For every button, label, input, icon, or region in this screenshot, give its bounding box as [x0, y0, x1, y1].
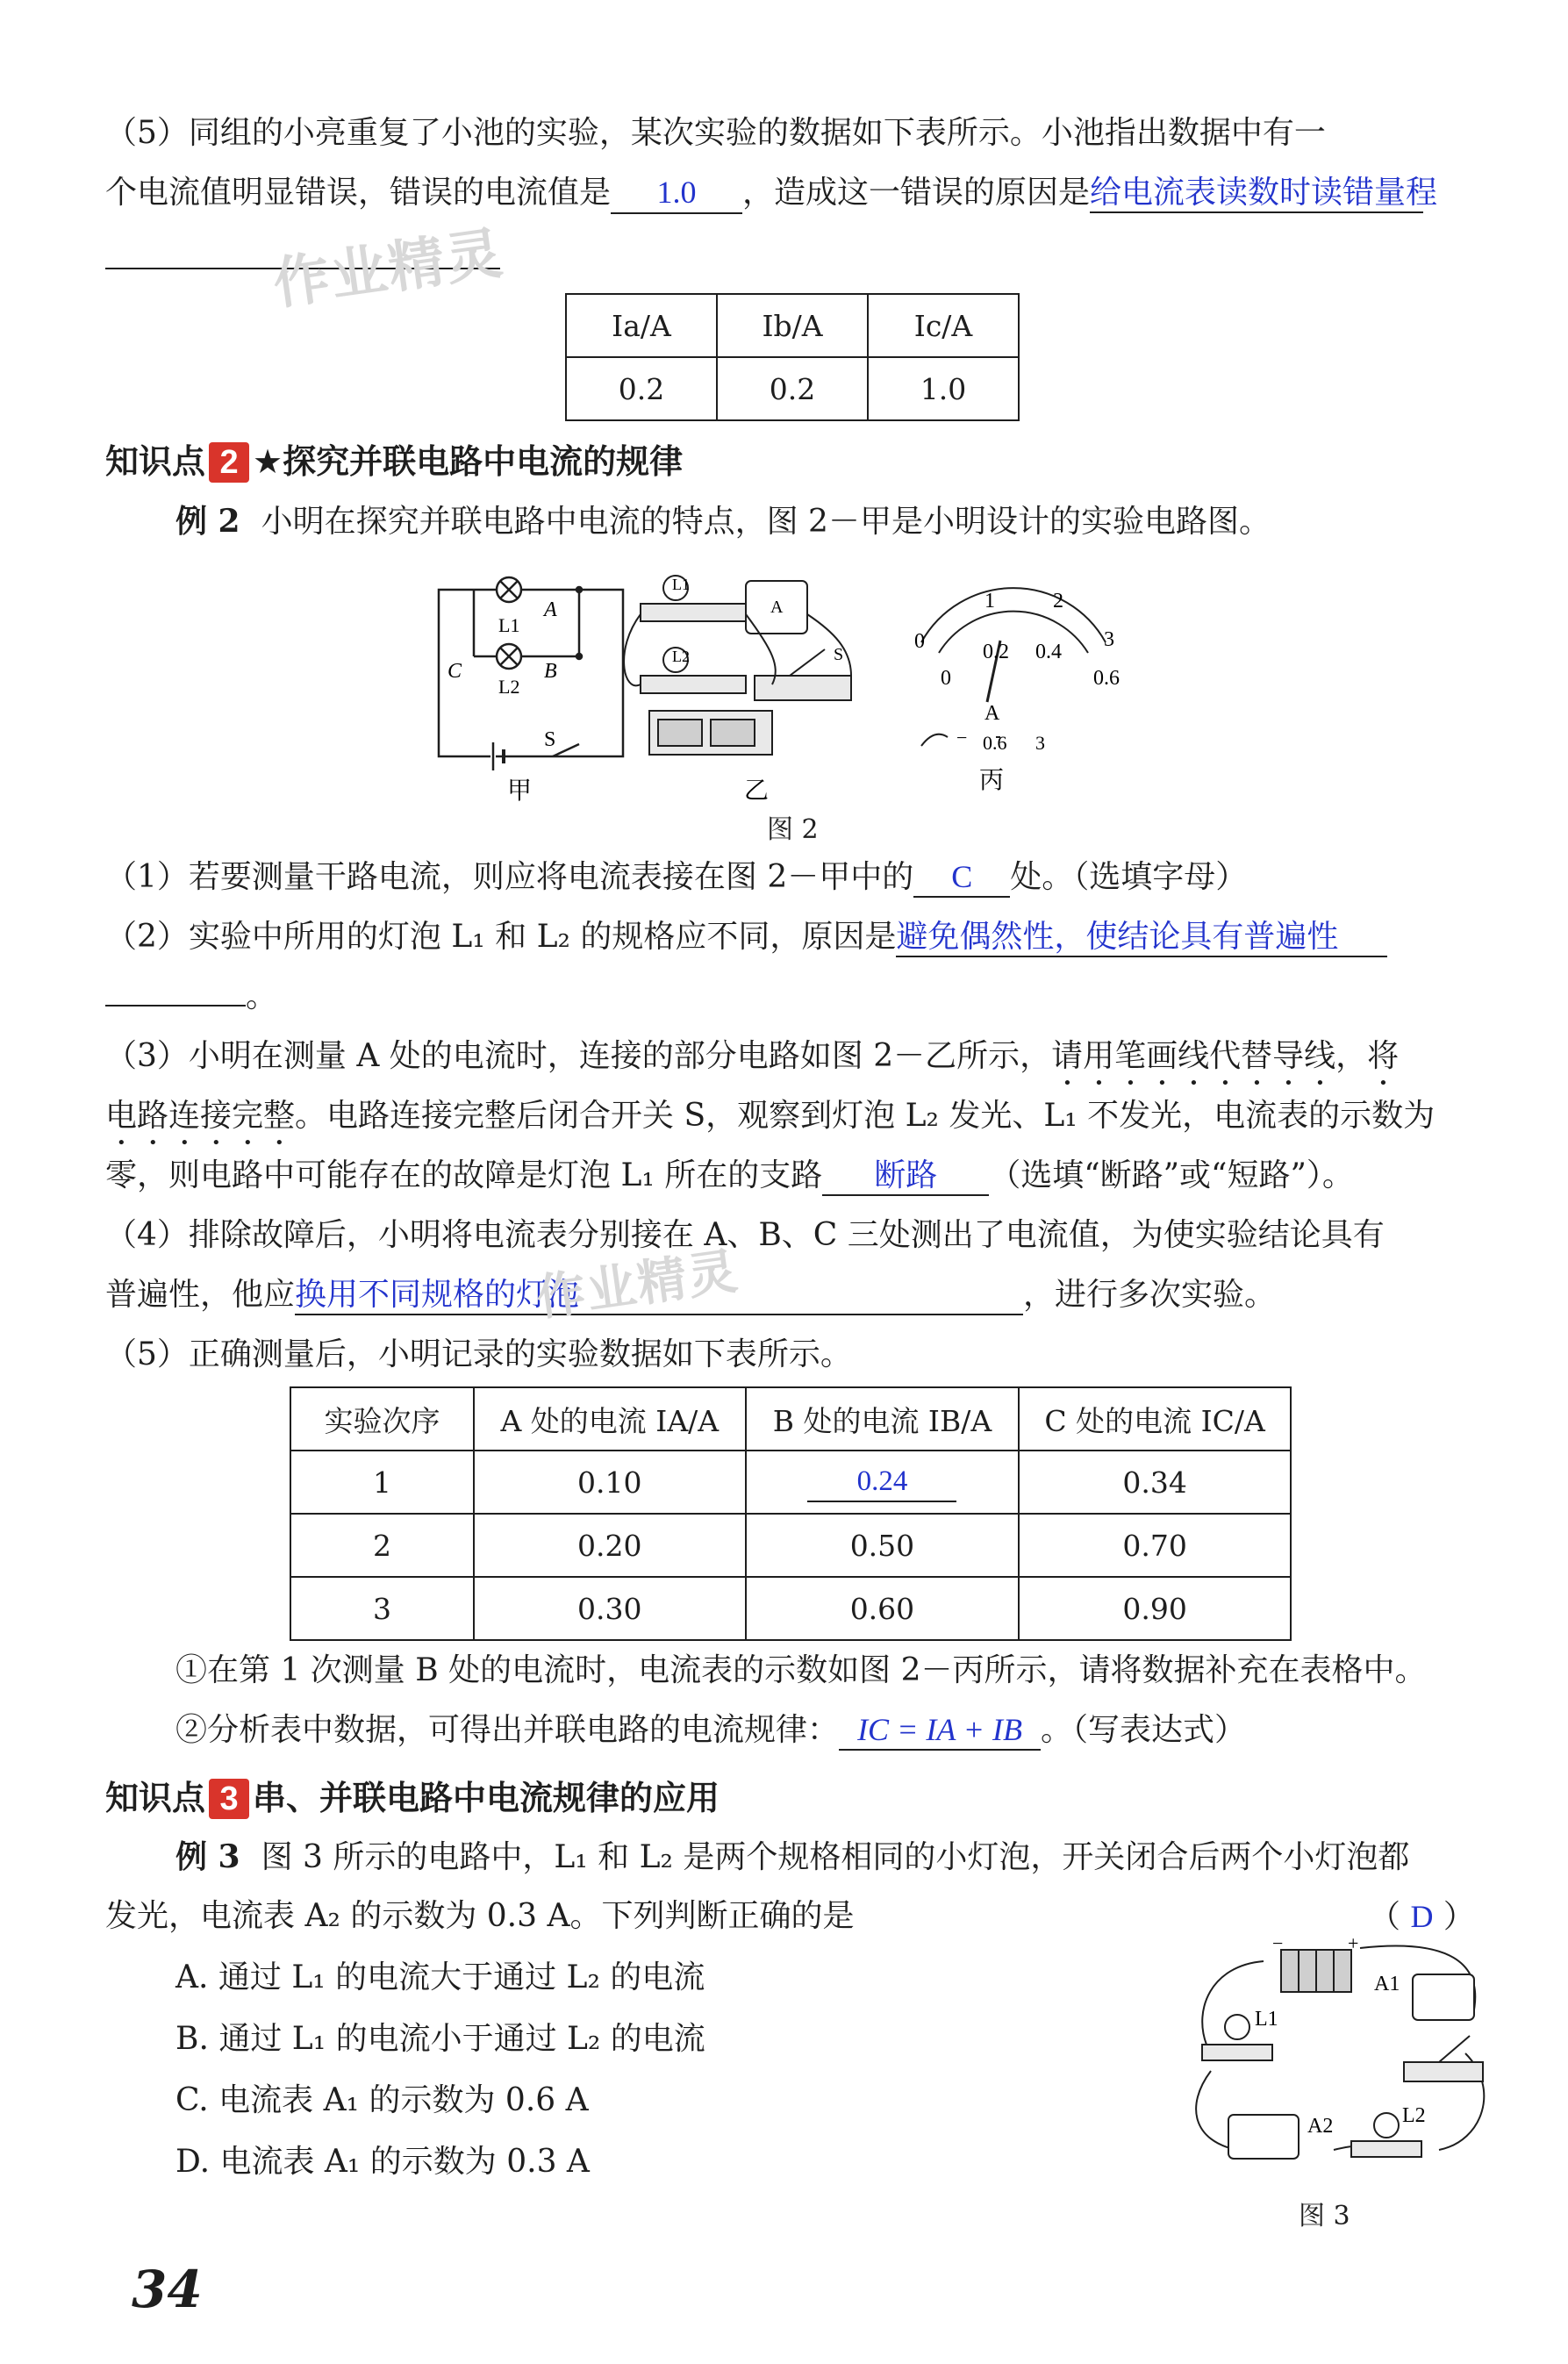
terminal-minus: − — [956, 727, 968, 749]
q2-4-line2: 普遍性，他应换用不同规格的灯泡 ，进行多次实验。 — [105, 1265, 1474, 1325]
q2-3-line1: （3）小明在测量 A 处的电流时，连接的部分电路如图 2－乙所示，请用笔画线代替导线，将 — [105, 1038, 1400, 1074]
sub-label-bing: 丙 — [979, 767, 1005, 794]
label-L1: L1 — [498, 614, 520, 636]
q5-answer-reason: 给电流表读数时读错量程 — [1090, 173, 1423, 213]
label-yi-A: A — [770, 598, 784, 617]
scale-bottom-0-6: 0.6 — [1093, 667, 1120, 690]
figure-3-caption: 图 3 — [1299, 2201, 1350, 2231]
watermark: 作业精灵 — [268, 220, 508, 318]
label-yi-L1: L1 — [672, 576, 690, 593]
label-L2: L2 — [498, 676, 520, 698]
q2-2-answer: 避免偶然性，使结论具有普遍性 — [896, 917, 1387, 957]
q2-1: （1）若要测量干路电流，则应将电流表接在图 2－甲中的 C 处。（选填字母） — [105, 848, 1474, 907]
table-header-cell: Ib/A — [717, 294, 868, 357]
example3-line1: 例 3 图 3 所示的电路中，L₁ 和 L₂ 是两个规格相同的小灯泡，开关闭合后两个小灯泡都 — [175, 1838, 1410, 1875]
q2-3-line3: 零，则电路中可能存在的故障是灯泡 L₁ 所在的支路 断路 （选填“断路”或“短路”）。 — [105, 1146, 1474, 1206]
q2-3-answer: 断路 — [822, 1156, 989, 1196]
q2-5-sub1: ①在第 1 次测量 B 处的电流时，电流表的示数如图 2－丙所示，请将数据补充在表格中。 — [175, 1652, 1427, 1688]
table-header-cell: 实验次序 — [290, 1387, 474, 1451]
table-row — [290, 1387, 1291, 1451]
terminal-0-6: 0.6 — [983, 732, 1007, 754]
example3-line2: 发光，电流表 A₂ 的示数为 0.3 A。下列判断正确的是 — [105, 1898, 855, 1934]
fig3-minus: − — [1272, 1932, 1284, 1954]
table-row — [290, 1451, 1291, 1514]
table-row — [290, 1514, 1291, 1577]
label-yi-S: S — [834, 645, 844, 664]
scale-bottom-0-2: 0.2 — [983, 641, 1009, 663]
table-header-cell: C 处的电流 IC/A — [1019, 1387, 1291, 1451]
option-b: B. 通过 L₁ 的电流小于通过 L₂ 的电流 — [175, 2021, 705, 2057]
fig3-label-A1: A1 — [1374, 1973, 1400, 1995]
table-cell: 0.10 — [474, 1451, 746, 1514]
watermark: 作业精灵 — [533, 1243, 743, 1328]
label-yi-L2: L2 — [672, 648, 690, 665]
example2-intro: 例 2 小明在探究并联电路中电流的特点，图 2－甲是小明设计的实验电路图。 — [175, 503, 1271, 540]
section-heading-3: 知识点 3 串、并联电路中电流规律的应用 — [105, 1779, 720, 1817]
table-cell: 2 — [290, 1514, 474, 1577]
table-cell: 1.0 — [868, 357, 1019, 420]
label-B: B — [544, 660, 557, 683]
table-cell: 0.2 — [717, 357, 868, 420]
scale-bottom-0-4: 0.4 — [1035, 641, 1062, 663]
option-a: A. 通过 L₁ 的电流大于通过 L₂ 的电流 — [175, 1959, 705, 1995]
table-answer-cell: 0.24 — [807, 1462, 956, 1502]
label-A: A — [544, 598, 557, 621]
q5-line1: （5）同组的小亮重复了小池的实验，某次实验的数据如下表所示。小池指出数据中有一 — [105, 115, 1326, 151]
table-cell: 0.30 — [474, 1577, 746, 1640]
sub-label-jia: 甲 — [507, 777, 533, 805]
scale-top-2: 2 — [1053, 590, 1063, 612]
terminal-3: 3 — [1035, 732, 1045, 754]
figure-2-caption: 图 2 — [767, 814, 819, 845]
q2-5-sub2-answer: IC = IA + IB — [839, 1710, 1041, 1751]
circuit-diagram-jia — [439, 577, 623, 770]
table-row — [290, 1577, 1291, 1640]
q2-4-answer: 换用不同规格的灯泡 — [295, 1275, 1023, 1315]
page-number: 34 — [132, 2260, 203, 2319]
q2-3-line2: 电路连接完整。电路连接完整后闭合开关 S，观察到灯泡 L₂ 发光、L₁ 不发光，电流表的示数为 — [105, 1098, 1436, 1134]
table-row — [566, 294, 1019, 357]
figure-3 — [1176, 1931, 1509, 2194]
table-cell: 0.2 — [566, 357, 717, 420]
q2-5-sub2: ②分析表中数据，可得出并联电路的电流规律： IC = IA + IB 。（写表达式） — [175, 1701, 1544, 1760]
q2-2-continuation: 。 — [105, 967, 1474, 1027]
fig3-label-A2: A2 — [1307, 2115, 1334, 2138]
section-number-badge: 3 — [209, 1779, 249, 1819]
table-cell: 3 — [290, 1577, 474, 1640]
table-cell: 0.70 — [1019, 1514, 1291, 1577]
option-d: D. 电流表 A₁ 的示数为 0.3 A — [175, 2144, 590, 2180]
table-cell — [746, 1451, 1020, 1514]
table-cell: 0.50 — [746, 1514, 1020, 1577]
table-experiment-data — [290, 1386, 1292, 1641]
q2-1-answer: C — [913, 857, 1010, 898]
scale-top-1: 1 — [984, 590, 995, 612]
option-c: C. 电流表 A₁ 的示数为 0.6 A — [175, 2082, 589, 2118]
figure-2 — [421, 562, 1158, 807]
fig3-label-L2: L2 — [1402, 2104, 1426, 2127]
q2-5: （5）正确测量后，小明记录的实验数据如下表所示。 — [105, 1336, 852, 1372]
table-current-values — [565, 293, 1020, 421]
q2-4-line1: （4）排除故障后，小明将电流表分别接在 A、B、C 三处测出了电流值，为使实验结论具有 — [105, 1217, 1385, 1253]
table-cell: 0.90 — [1019, 1577, 1291, 1640]
table-header-cell: A 处的电流 IA/A — [474, 1387, 746, 1451]
table-cell: 0.60 — [746, 1577, 1020, 1640]
scale-top-3: 3 — [1104, 628, 1114, 651]
fig3-plus: + — [1348, 1932, 1359, 1954]
scale-bottom-0: 0 — [941, 667, 951, 690]
q5-answer-value-blank: 1.0 — [611, 173, 742, 214]
table-header-cell: Ia/A — [566, 294, 717, 357]
label-C: C — [447, 660, 462, 683]
table-cell: 0.34 — [1019, 1451, 1291, 1514]
q5-line2: 个电流值明显错误，错误的电流值是 1.0 ，造成这一错误的原因是给电流表读数时读错量程 — [105, 163, 1474, 223]
sub-label-yi: 乙 — [744, 777, 770, 805]
meter-unit: A — [984, 702, 1000, 725]
physical-setup-yi — [624, 576, 851, 755]
table-header-cell: Ic/A — [868, 294, 1019, 357]
q2-2: （2）实验中所用的灯泡 L₁ 和 L₂ 的规格应不同，原因是避免偶然性，使结论具有普遍性 — [105, 907, 1474, 967]
section-number-badge: 2 — [209, 442, 249, 483]
example3-answer: D — [1410, 1899, 1434, 1934]
table-row — [566, 357, 1019, 420]
table-header-cell: B 处的电流 IB/A — [746, 1387, 1020, 1451]
example3-answer-bracket: （ D ） — [1369, 1899, 1475, 1935]
table-cell: 1 — [290, 1451, 474, 1514]
fig3-label-L1: L1 — [1255, 2008, 1278, 2031]
table-cell: 0.20 — [474, 1514, 746, 1577]
label-S: S — [544, 728, 556, 751]
scale-top-0: 0 — [914, 630, 925, 653]
section-heading-2: 知识点 2 ★探究并联电路中电流的规律 — [105, 442, 684, 481]
